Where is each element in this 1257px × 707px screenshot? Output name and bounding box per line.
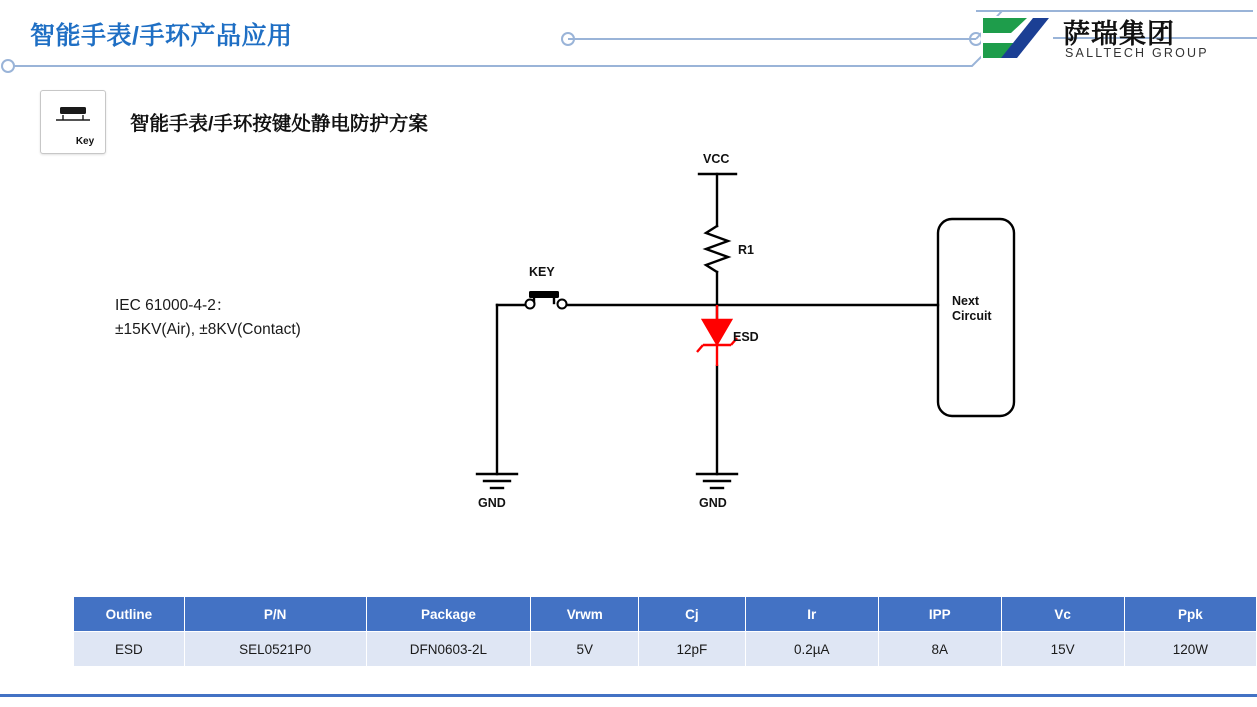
- table-cell-package: DFN0603-2L: [366, 632, 531, 667]
- table-header-cell: Ppk: [1124, 597, 1256, 632]
- table-header-row: [74, 597, 1257, 632]
- label-esd: ESD: [733, 330, 759, 344]
- table-row: [74, 632, 1257, 667]
- label-r1: R1: [738, 243, 754, 257]
- label-next-circuit-line1: Next: [952, 294, 980, 308]
- table-cell-outline: ESD: [74, 632, 185, 667]
- table-cell-ipp: 8A: [878, 632, 1001, 667]
- table-header-cell: Cj: [639, 597, 745, 632]
- table-cell-vrwm: 5V: [531, 632, 639, 667]
- logo-company-en: SALLTECH GROUP: [1065, 46, 1209, 60]
- table-header-cell: Vc: [1001, 597, 1124, 632]
- table-header-cell: Ir: [745, 597, 878, 632]
- page-title: 智能手表/手环产品应用: [30, 22, 293, 50]
- table-header-cell: Vrwm: [531, 597, 639, 632]
- label-gnd-left: GND: [478, 496, 506, 510]
- table-cell-vc: 15V: [1001, 632, 1124, 667]
- table-cell-pn: SEL0521P0: [184, 632, 366, 667]
- logo-company-cn: 萨瑞集团: [1063, 19, 1175, 49]
- label-key: KEY: [529, 265, 555, 279]
- section-title: 智能手表/手环按键处静电防护方案: [130, 113, 428, 135]
- table-cell-ir: 0.2µA: [745, 632, 878, 667]
- table-header-cell: P/N: [184, 597, 366, 632]
- table-header-cell: IPP: [878, 597, 1001, 632]
- label-next-circuit-line2: Circuit: [952, 309, 992, 323]
- table-header-cell: Package: [366, 597, 531, 632]
- label-vcc: VCC: [703, 152, 730, 166]
- footer-rule: [0, 694, 1257, 697]
- iec-note-line1: IEC 61000-4-2：: [115, 297, 232, 314]
- spec-table: [73, 596, 1257, 667]
- table-cell-cj: 12pF: [639, 632, 745, 667]
- iec-note-line2: ±15KV(Air), ±8KV(Contact): [115, 321, 301, 338]
- table-cell-ppk: 120W: [1124, 632, 1256, 667]
- label-gnd-right: GND: [699, 496, 727, 510]
- key-badge-label: Key: [75, 136, 95, 147]
- table-header-cell: Outline: [74, 597, 185, 632]
